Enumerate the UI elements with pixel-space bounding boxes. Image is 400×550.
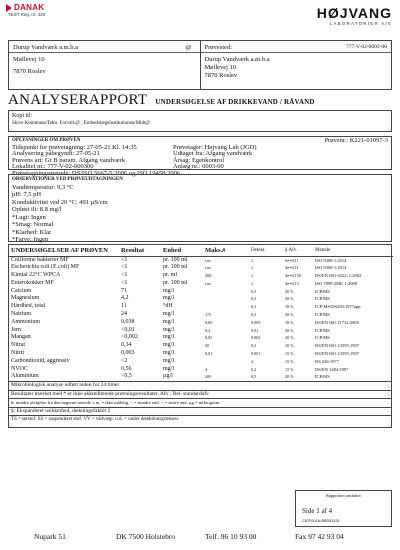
parameter-cell: Enterokokker MF — [11, 279, 54, 286]
method-cell: ICP/MS — [315, 335, 330, 341]
method-cell: ISO 9308-1:2014 — [315, 257, 347, 263]
deviation-cell: 10 % — [285, 319, 294, 325]
footer-city: DK 7500 Holstebro — [116, 532, 176, 541]
deviation-cell: 10 % — [285, 343, 294, 349]
danak-registration: TEST Reg. nr. 428 — [8, 12, 46, 17]
customer-name: Durup Vandværk a.m.b.a — [13, 44, 79, 51]
unit-cell: pr. 100 ml — [163, 279, 188, 286]
observations-box — [8, 174, 392, 242]
sample-info-left: Analysering påbegyndt: 27-05-21 — [12, 150, 100, 157]
unit-cell: pr. 100 ml — [163, 256, 188, 263]
column-header: Metode — [313, 245, 393, 256]
address-box — [8, 40, 392, 90]
method-cell: ICP-MS/DS250:1977app — [315, 304, 361, 310]
parameter-cell: Ammonium — [11, 318, 41, 325]
max-cell: 175 — [205, 312, 212, 318]
result-cell: 0,038 — [121, 318, 135, 325]
document-code: C87F001A-BBD53131 — [302, 519, 340, 523]
danak-mark-icon — [6, 4, 12, 12]
result-cell: 24 — [121, 311, 127, 318]
table-row — [9, 327, 393, 335]
detection-cell: 0,01 — [251, 327, 259, 333]
detection-cell: 1 — [251, 257, 254, 263]
table-row — [9, 303, 393, 311]
deviation-cell: 20 % — [285, 296, 294, 302]
unit-cell: °dH — [163, 303, 173, 310]
table-row — [9, 280, 393, 288]
unit-cell: mg/l — [163, 365, 175, 372]
max-cell: 200 — [205, 273, 212, 279]
detection-cell: 0,1 — [251, 304, 257, 310]
detection-cell: 1 — [251, 265, 254, 271]
page-number: Side 1 af 4 — [302, 507, 333, 515]
method-cell: ICP/MS — [315, 374, 330, 380]
table-row — [9, 288, 393, 296]
result-cell: <1 — [121, 272, 128, 279]
result-cell: <0,01 — [121, 326, 135, 333]
site-name: Durup Vandværk a.m.b.a — [204, 56, 270, 63]
method-cell: ICP/MS — [315, 288, 330, 294]
table-row — [9, 373, 393, 381]
results-table — [9, 245, 393, 381]
result-cell: 4,2 — [121, 295, 129, 302]
detection-cell: 1 — [251, 273, 254, 279]
deviation-cell: 20 % — [285, 312, 294, 318]
results-note: §: Ekspanderet usikkerhed, dækningsfaktor 2 — [9, 407, 391, 416]
deviation-cell: 20 % — [285, 327, 294, 333]
result-cell: <1 — [121, 256, 128, 263]
method-cell: ICP/MS — [315, 327, 330, 333]
copy-to-label: Kopi til: — [12, 113, 33, 119]
observation-line: *Smag: Normal — [12, 221, 54, 228]
sample-site-id: 777-V-02-0003-00 — [345, 44, 387, 50]
method-cell: ISO 9308-1:2014 — [315, 265, 347, 271]
sample-info-left: Tidspunkt for prøvetagning: 27-05-21 Kl. 14:35 — [12, 143, 137, 151]
danak-name: DANAK — [14, 3, 45, 12]
table-row — [9, 295, 393, 303]
max-cell: i.m. — [205, 257, 212, 263]
max-cell — [203, 295, 249, 303]
detection-cell: 0,2 — [251, 366, 257, 372]
footer-fax: Fax 97 42 93 04 — [295, 532, 344, 541]
method-cell: DS/EN ISO 11732:2005 — [315, 319, 359, 325]
unit-cell: mg/l — [163, 318, 175, 325]
detection-cell: 0,3 — [251, 343, 257, 349]
parameter-cell: Kimtal 22°C WPCA — [11, 272, 61, 279]
method-cell: DS 236:1977 — [315, 358, 339, 364]
unit-cell: mg/l — [163, 287, 175, 294]
method-cell: DS/EN ISO 13395:1997 — [315, 343, 360, 349]
method-cell: ICP/MS — [315, 296, 330, 302]
deviation-cell: 20 % — [285, 288, 294, 294]
max-cell — [203, 358, 249, 366]
table-row — [9, 358, 393, 366]
parameter-cell: Mangan — [11, 334, 31, 341]
observation-line: Opløst ilt: 8,8 mg/l — [12, 206, 62, 213]
column-header: § Afv. — [283, 245, 313, 256]
result-cell: <2 — [121, 357, 128, 364]
copy-to-box — [8, 110, 392, 132]
customer-city: 7870 Roslev — [13, 68, 46, 75]
deviation-cell: 20 % — [285, 335, 294, 341]
detection-cell: 0,5 — [251, 374, 257, 380]
address-divider — [201, 52, 392, 53]
parameter-cell: Escherichia coli (E.coli) MF — [11, 264, 80, 271]
detection-cell: 0,002 — [251, 335, 261, 341]
max-cell — [203, 303, 249, 311]
sample-info-left: Lokalitet nr.: 777-V-02-000300 — [12, 163, 94, 170]
parameter-cell: Nitrat — [11, 342, 25, 349]
lab-subtitle: LABORATORIER A/S — [329, 21, 392, 26]
deviation-cell: 15 % — [285, 366, 294, 372]
max-cell: 0,05 — [205, 319, 213, 325]
max-cell: 0,05 — [205, 335, 213, 341]
sample-info-right: Årsag: Egenkontrol — [173, 156, 225, 164]
max-cell: 0,2 — [205, 327, 211, 333]
detection-cell: 0,5 — [251, 288, 257, 294]
sample-site-address — [200, 41, 392, 89]
column-header: UNDERSØGELSER AF PRØVEN — [9, 245, 119, 256]
detection-cell: 0,3 — [251, 312, 257, 318]
deviation-cell: Se=0,11 — [285, 257, 299, 263]
deviation-cell: 10 % — [285, 304, 294, 310]
max-cell: 200 — [205, 374, 212, 380]
copy-to-value: Skive Kommune/Tekn. Forvalt.@ ; Embedslægeinstitutionen/Midt@ — [12, 121, 151, 126]
result-cell: <1 — [121, 279, 128, 286]
sample-info-left: Prøvens art: Gr B param. Afgang vandværk — [12, 156, 126, 164]
parameter-cell: Natrium — [11, 311, 31, 318]
column-header: Resultat — [119, 245, 161, 256]
max-cell: 4 — [205, 366, 208, 372]
parameter-cell: Coliforme bakterier MF — [11, 256, 69, 263]
report-title: ANALYSERAPPORT — [8, 92, 148, 108]
result-cell: <0,002 — [121, 334, 138, 341]
parameter-cell: Carbondioxid, aggressiv — [11, 357, 70, 364]
table-row — [9, 256, 393, 264]
observation-line: Konduktivitet ved 20 °C: 491 µS/cm — [12, 198, 108, 206]
parameter-cell: NVOC — [11, 365, 29, 372]
deviation-cell: 15 % — [285, 351, 294, 357]
results-header-row — [9, 245, 393, 256]
address-divider — [9, 52, 200, 53]
max-cell: i.m. — [205, 280, 212, 286]
results-note: #: mindre afvigelse fra den angivne metode. i.m. = ikke målelig. < = mindre end. > = større end. µg = mikrogram. — [9, 398, 391, 407]
site-city: 7870 Roslev — [204, 72, 238, 79]
results-note: Mikrobiologisk analyse udført inden for 24 timer — [9, 381, 391, 390]
lab-name: HØJVANG — [316, 5, 392, 21]
unit-cell: mg/l — [163, 295, 175, 302]
unit-cell: µg/l — [163, 373, 173, 380]
unit-cell: mg/l — [163, 357, 175, 364]
result-cell: 0,56 — [121, 365, 132, 372]
observation-line: Vandtemperatur: 9,3 °C — [12, 183, 74, 191]
signature-box — [295, 490, 392, 527]
max-cell: 0,01 — [205, 351, 213, 357]
deviation-cell: Se=0,150 — [285, 273, 301, 279]
footer-phone: Telf. 96 10 93 00 — [205, 532, 257, 541]
method-cell: ICP/MS — [315, 312, 330, 318]
result-cell: <1 — [121, 264, 128, 271]
detection-cell: 2 — [251, 358, 254, 364]
sample-info-box — [8, 136, 392, 177]
result-cell: 0,34 — [121, 342, 132, 349]
column-header: Enhed — [161, 245, 203, 256]
observations-heading: OBSERVATIONER VED PRØVEUDTAGNINGEN — [12, 177, 123, 182]
result-cell: 71 — [121, 287, 127, 294]
max-cell — [203, 288, 249, 296]
table-row — [9, 311, 393, 319]
column-header: Maks.# — [203, 245, 249, 256]
result-cell: 11 — [121, 303, 127, 310]
unit-cell: mg/l — [163, 334, 175, 341]
table-row — [9, 334, 393, 342]
parameter-cell: Aluminium — [11, 373, 39, 380]
results-note: Resultater mærket med * er ikke akkrediterede prøvningsresultater. Afv : Rel. standardafv. — [9, 390, 391, 399]
unit-cell: pr. ml — [163, 272, 178, 279]
sample-info-right: Anlæg nr.: 0003-00 — [173, 163, 224, 170]
customer-street: Møllevej 10 — [13, 56, 45, 63]
deviation-cell: Se=0,13 — [285, 280, 299, 286]
detection-cell: 0,001 — [251, 351, 261, 357]
footer-address: Nupark 51 — [34, 532, 66, 541]
results-note: TS = tørstof. SS = suspenderet stof. VV = vådvægt. u.d. = under detektionsgrænsen. — [9, 415, 391, 424]
danak-logo — [6, 3, 60, 17]
sample-info-right: Udtaget fra: Afgang vandværk — [173, 150, 253, 157]
results-body — [9, 256, 393, 381]
parameter-cell: Magnesium — [11, 295, 40, 302]
deviation-cell: 15 % — [285, 358, 294, 364]
max-cell: 50 — [205, 343, 210, 349]
site-street: Møllevej 10 — [204, 64, 237, 71]
method-cell: ISO 7899-2MF, 1:2000 — [315, 280, 358, 286]
table-row — [9, 264, 393, 272]
unit-cell: mg/l — [163, 311, 175, 318]
table-row — [9, 319, 393, 327]
results-box — [8, 244, 392, 428]
parameter-cell: Hårdhed, total — [11, 303, 46, 310]
parameter-cell: Jern — [11, 326, 21, 333]
max-cell: i.m. — [205, 265, 212, 271]
sample-number: Prøvenr.: K221-01097-3 — [324, 137, 388, 144]
deviation-cell: 20 % — [285, 374, 294, 380]
result-cell: 0,003 — [121, 350, 135, 357]
method-cell: DS/EN 1484:1997 — [315, 366, 349, 372]
report-extent-caption: Rapporten omfatter — [325, 493, 362, 498]
unit-cell: pr. 100 ml — [163, 264, 188, 271]
sample-site-label: Prøvested: — [204, 44, 232, 51]
observation-line: *Lugt: Ingen — [12, 213, 46, 221]
detection-cell: 0,3 — [251, 296, 257, 302]
parameter-cell: Calcium — [11, 287, 32, 294]
observation-line: *Klarhed: Klar — [12, 228, 52, 236]
unit-cell: mg/l — [163, 350, 175, 357]
observation-line: *Farve: Ingen — [12, 236, 49, 243]
report-subtitle: UNDERSØGELSE AF DRIKKEVAND / RÅVAND — [155, 98, 315, 106]
column-header: Detekt. — [249, 245, 283, 256]
method-cell: DS/EN ISO 6222, 1:2002 — [315, 273, 362, 279]
detection-cell: 0,005 — [251, 319, 261, 325]
detection-cell: 1 — [251, 280, 254, 286]
hojvang-logo — [317, 5, 392, 26]
method-cell: DS/EN ISO 13395:1997 — [315, 351, 360, 357]
observation-line: pH: 7,5 pH — [12, 191, 42, 198]
sample-info-right: Prøvetager: Højvang Lab (JGD) — [173, 143, 257, 151]
email-at-symbol: @ — [185, 44, 192, 51]
result-cell: <0,5 — [121, 373, 132, 380]
table-row — [9, 272, 393, 280]
customer-address — [9, 41, 200, 89]
table-row — [9, 350, 393, 358]
sampling-method: Prøvetagningsmetode: DS/ISO 5667-5:2006 og ISO 19458:2006 — [12, 169, 181, 177]
unit-cell: mg/l — [163, 342, 175, 349]
table-row — [9, 366, 393, 374]
report-title-row — [8, 92, 392, 109]
deviation-cell: Se=0,11 — [285, 265, 299, 271]
unit-cell: mg/l — [163, 326, 175, 333]
table-row — [9, 342, 393, 350]
sample-info-heading: OPLYSNINGER OM PRØVEN — [12, 138, 81, 143]
parameter-cell: Nitrit — [11, 350, 24, 357]
